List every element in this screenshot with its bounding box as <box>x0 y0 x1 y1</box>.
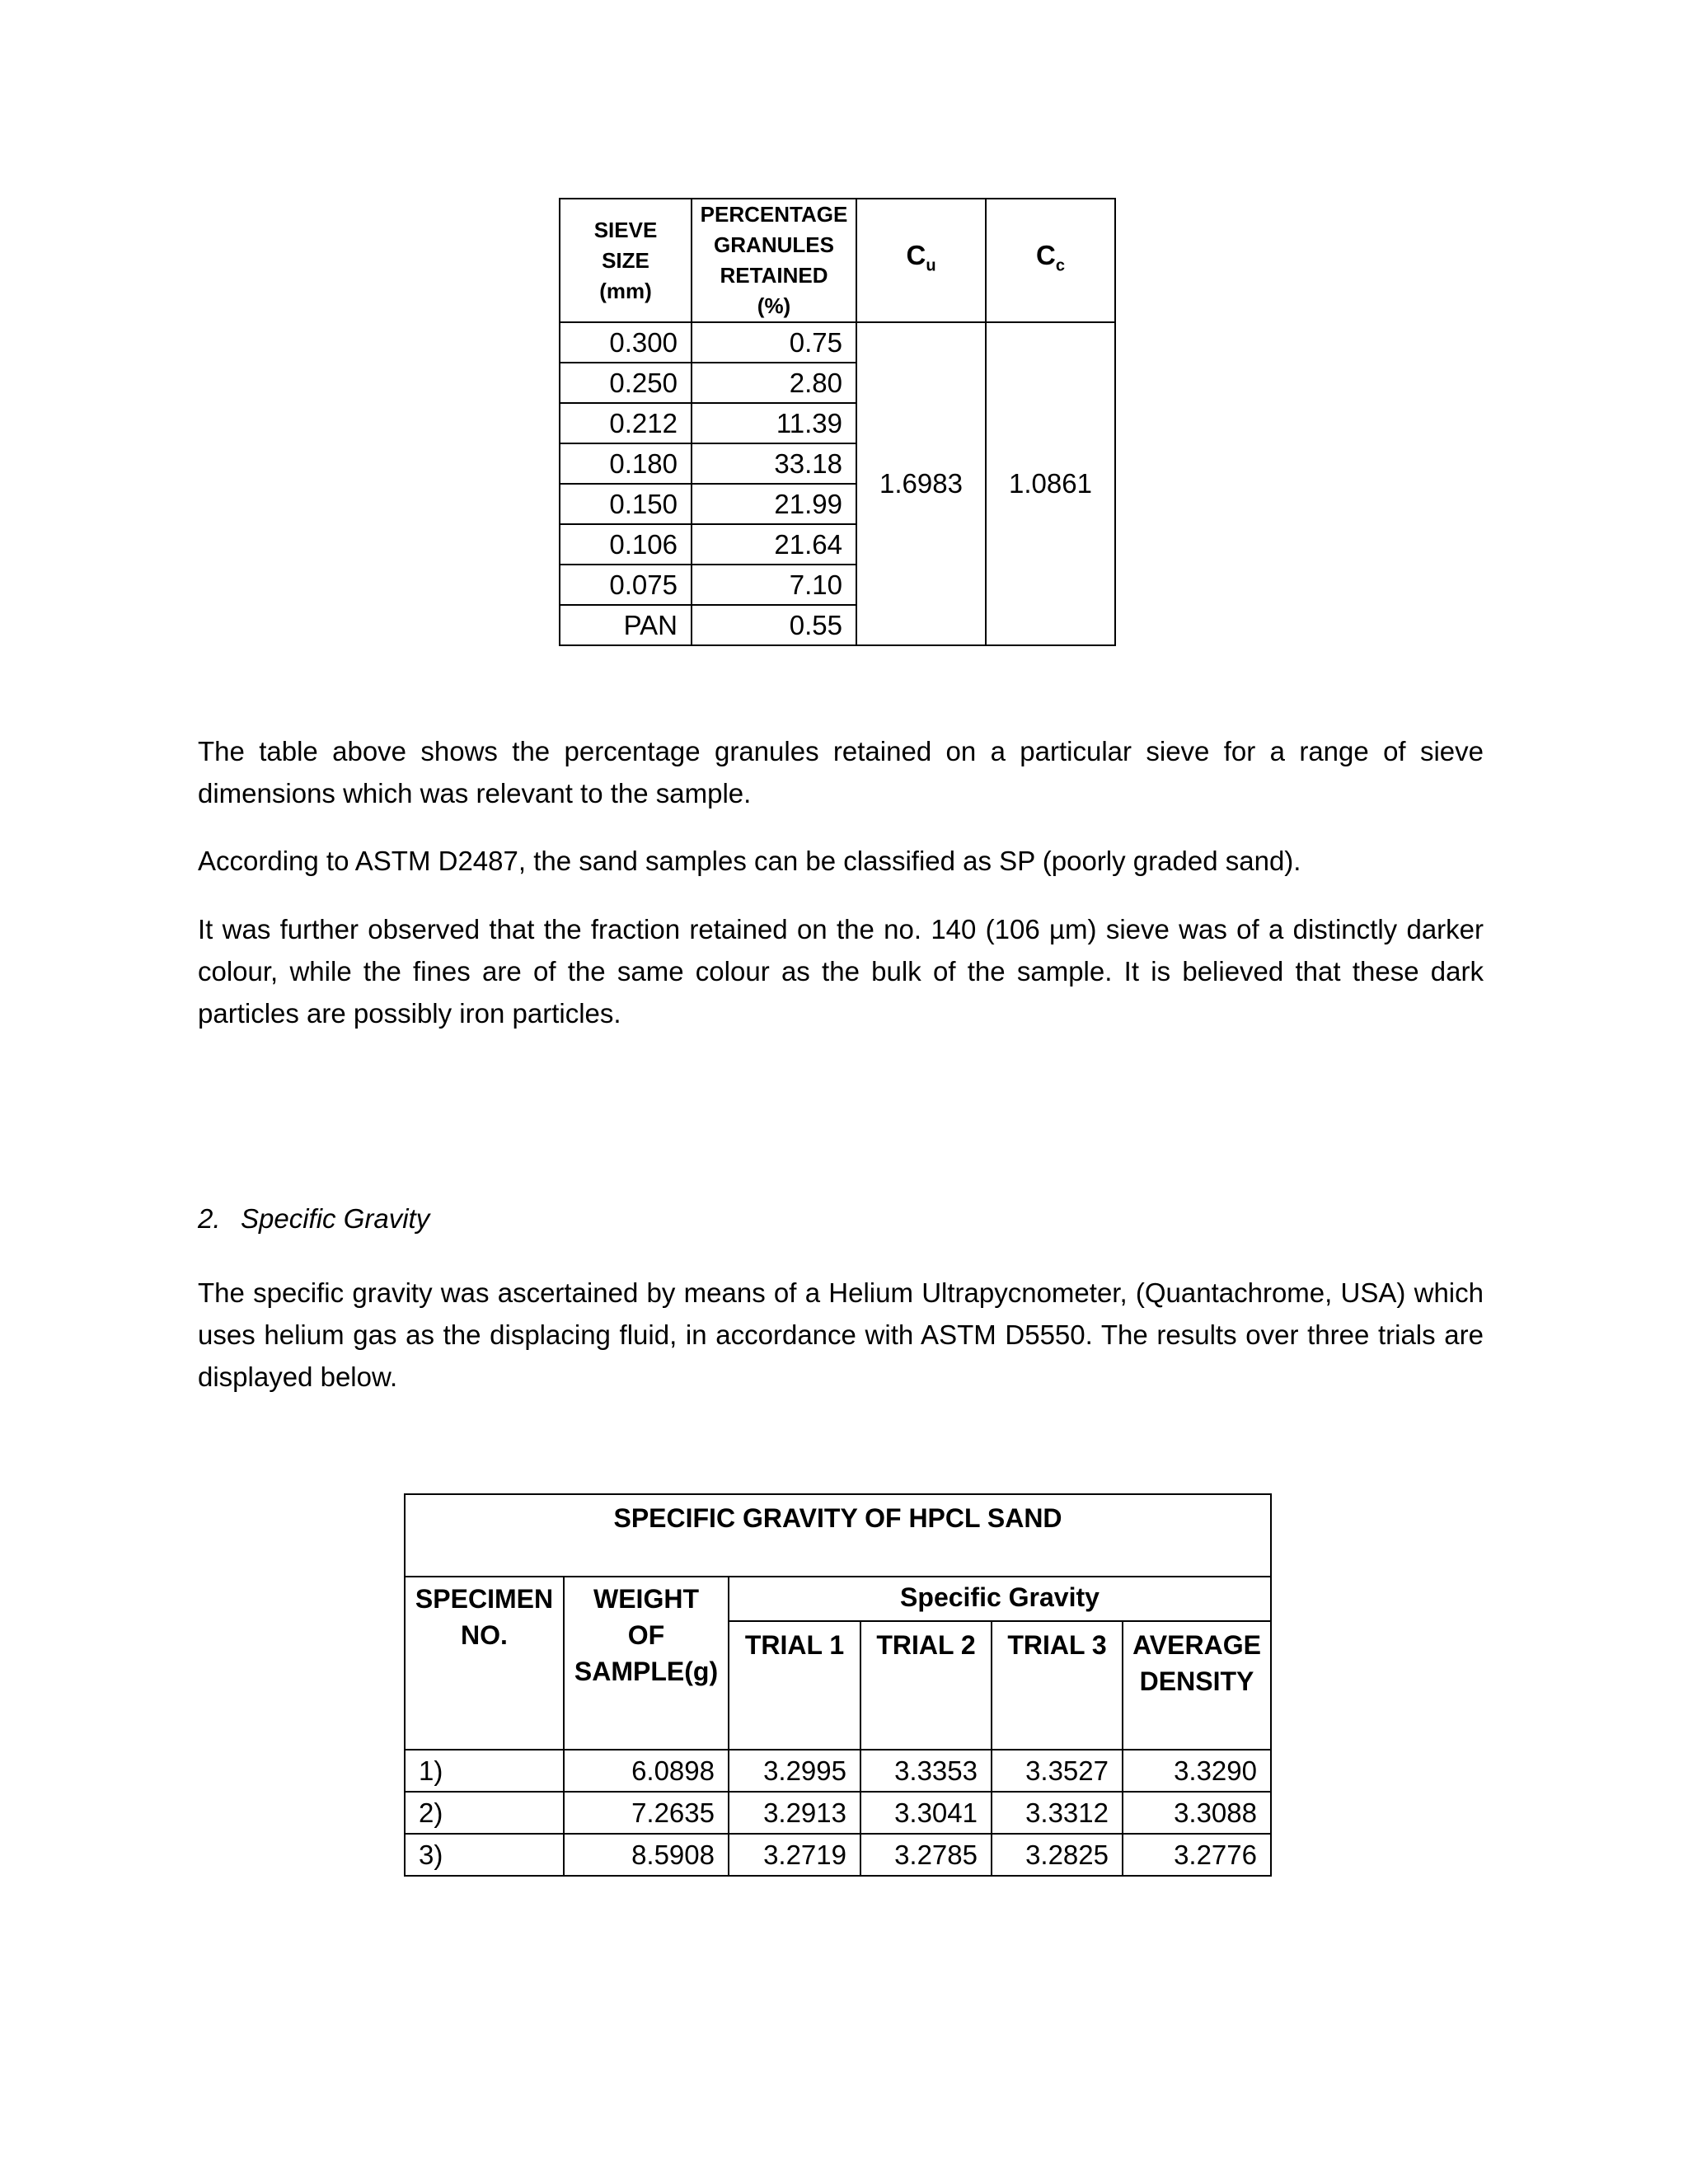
average-cell: 3.3290 <box>1123 1750 1271 1792</box>
percentage-cell: 21.99 <box>692 484 856 524</box>
sieve-size-cell: 0.212 <box>560 403 692 443</box>
percentage-retained-header: PERCENTAGE GRANULES RETAINED (%) <box>692 199 856 322</box>
paragraph-table-description: The table above shows the percentage granules retained on a particular sieve for a range of sieve dimensions which was relevant to the sample. <box>198 736 1484 808</box>
specimen-cell: 3) <box>405 1834 564 1876</box>
average-cell: 3.3088 <box>1123 1792 1271 1834</box>
trial-2-header: TRIAL 2 <box>860 1621 992 1750</box>
sieve-analysis-table <box>559 198 1116 646</box>
specific-gravity-table <box>404 1493 1272 1877</box>
table-row <box>405 1750 1271 1792</box>
trial-2-cell: 3.3353 <box>860 1750 992 1792</box>
specimen-cell: 2) <box>405 1792 564 1834</box>
sieve-size-cell: PAN <box>560 605 692 645</box>
sieve-table-header-row <box>560 199 1115 322</box>
trial-3-cell: 3.3527 <box>992 1750 1123 1792</box>
percentage-cell: 7.10 <box>692 565 856 605</box>
weight-cell: 7.2635 <box>564 1792 729 1834</box>
sg-header-row <box>405 1577 1271 1621</box>
specimen-header: SPECIMEN NO. <box>405 1577 564 1750</box>
sieve-size-cell: 0.106 <box>560 524 692 565</box>
sieve-size-header: SIEVE SIZE (mm) <box>560 199 692 322</box>
section-heading <box>198 1203 429 1235</box>
percentage-cell: 0.75 <box>692 322 856 363</box>
sieve-size-cell: 0.300 <box>560 322 692 363</box>
paragraph-classification: According to ASTM D2487, the sand samples can be classified as SP (poorly graded sand). <box>198 846 1301 876</box>
percentage-cell: 21.64 <box>692 524 856 565</box>
paragraph-observation: It was further observed that the fraction retained on the no. 140 (106 µm) sieve was of a distinctly darker colour, while the fines are of the same colour as the bulk of the sample. It is believed that these dark particles are possibly iron particles. <box>198 914 1484 1029</box>
sieve-size-cell: 0.075 <box>560 565 692 605</box>
sieve-size-cell: 0.250 <box>560 363 692 403</box>
trial-2-cell: 3.2785 <box>860 1834 992 1876</box>
cu-header: $C_u$ <box>856 199 986 322</box>
trial-3-header: TRIAL 3 <box>992 1621 1123 1750</box>
percentage-cell: 0.55 <box>692 605 856 645</box>
trial-3-cell: 3.3312 <box>992 1792 1123 1834</box>
trial-2-cell: 3.3041 <box>860 1792 992 1834</box>
specimen-cell: 1) <box>405 1750 564 1792</box>
weight-cell: 8.5908 <box>564 1834 729 1876</box>
sieve-size-cell: 0.150 <box>560 484 692 524</box>
specific-gravity-header: Specific Gravity <box>729 1577 1271 1621</box>
trial-1-cell: 3.2913 <box>729 1792 860 1834</box>
sieve-size-cell: 0.180 <box>560 443 692 484</box>
cu-value: 1.6983 <box>856 322 986 645</box>
sg-title-row <box>405 1494 1271 1577</box>
average-density-header: AVERAGE DENSITY <box>1123 1621 1271 1750</box>
cc-value: 1.0861 <box>986 322 1115 645</box>
trial-3-cell: 3.2825 <box>992 1834 1123 1876</box>
percentage-cell: 33.18 <box>692 443 856 484</box>
percentage-cell: 2.80 <box>692 363 856 403</box>
percentage-cell: 11.39 <box>692 403 856 443</box>
section-title: Specific Gravity <box>241 1203 430 1234</box>
cc-header: $C_c$ <box>986 199 1115 322</box>
trial-1-header: TRIAL 1 <box>729 1621 860 1750</box>
trial-1-cell: 3.2995 <box>729 1750 860 1792</box>
trial-1-cell: 3.2719 <box>729 1834 860 1876</box>
table-row <box>405 1834 1271 1876</box>
average-cell: 3.2776 <box>1123 1834 1271 1876</box>
table-row <box>560 322 1115 363</box>
section-number: 2. <box>198 1203 221 1234</box>
table-row <box>405 1792 1271 1834</box>
weight-header: WEIGHT OF SAMPLE(g) <box>564 1577 729 1750</box>
paragraph-method: The specific gravity was ascertained by means of a Helium Ultrapycnometer, (Quantachrome, USA) which uses helium gas as the displacing fluid, in accordance with ASTM D5550. The results over three trials are displayed below. <box>198 1277 1484 1392</box>
weight-cell: 6.0898 <box>564 1750 729 1792</box>
sg-table-title: SPECIFIC GRAVITY OF HPCL SAND <box>405 1494 1271 1577</box>
